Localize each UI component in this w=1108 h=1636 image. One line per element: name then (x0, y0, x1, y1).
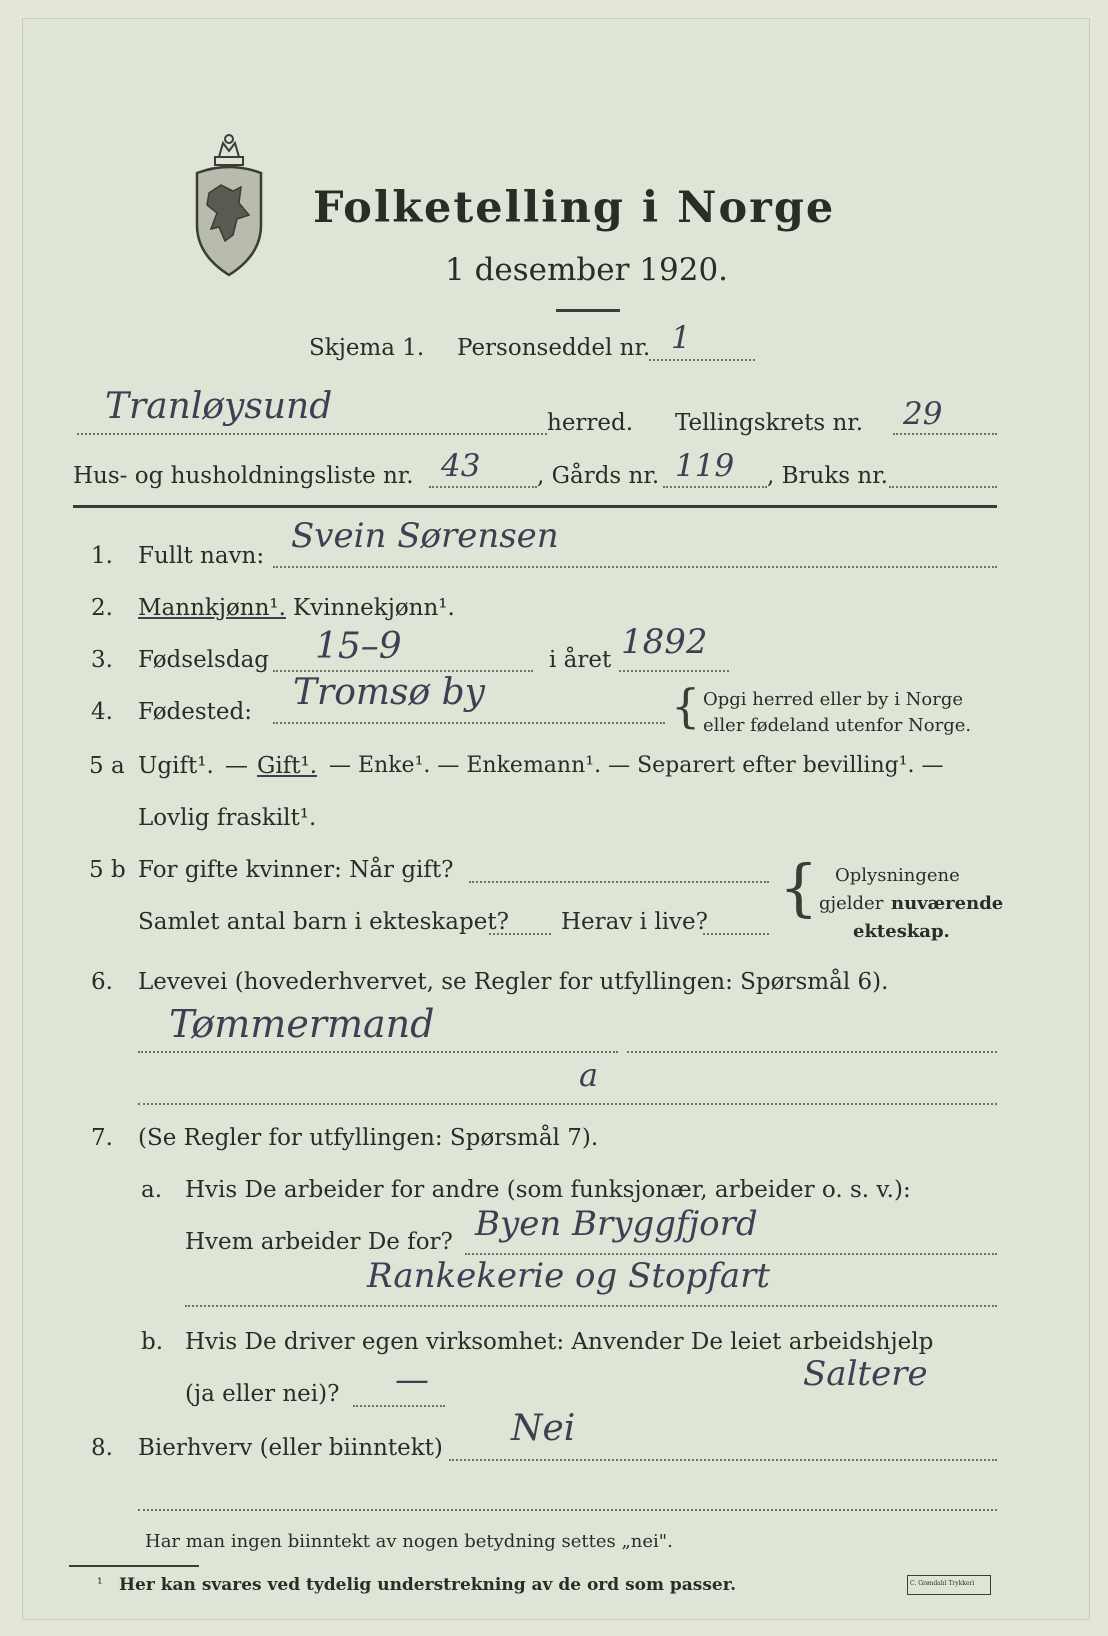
q5b-label-1: For gifte kvinner: Når gift? (138, 857, 454, 883)
printer-stamp (907, 1575, 991, 1595)
q7b-value-2: Saltere (803, 1354, 928, 1394)
q7b-line (353, 1405, 445, 1407)
q4-brace: { (671, 679, 701, 733)
q3-value: 15–9 (315, 626, 402, 667)
q5a-dash: — (225, 753, 248, 779)
q6-line-1b (627, 1051, 997, 1053)
coat-of-arms-icon (189, 129, 269, 279)
hus-label: Hus- og husholdningsliste nr. (73, 463, 414, 489)
q4-line (273, 722, 665, 724)
q7b-text: Hvis De driver egen virksomhet: Anvender De leiet arbeidshjelp (185, 1329, 934, 1355)
bruks-label: , Bruks nr. (767, 463, 888, 489)
census-form (22, 18, 1090, 1620)
q8-line-2 (138, 1509, 997, 1511)
bruks-line (889, 486, 997, 488)
q6-number: 6. (91, 969, 113, 995)
q5b-line-2 (489, 933, 551, 935)
nei-note: Har man ingen biinntekt av nogen betydning settes „nei". (145, 1531, 673, 1552)
footnote-number: ¹ (97, 1576, 103, 1592)
q7a-line-1 (465, 1253, 997, 1255)
q8-number: 8. (91, 1435, 113, 1461)
q6-value-2: a (579, 1056, 599, 1094)
q8-line-1 (449, 1459, 997, 1461)
q3-year-label: i året (549, 647, 612, 673)
herred-label: herred. (547, 410, 634, 436)
q5a-gift: Gift¹. (257, 753, 318, 779)
q5a-rest: — Enke¹. — Enkemann¹. — Separert efter bevilling¹. — (329, 753, 944, 778)
printer-stamp-text: C. Grøndahl Trykkeri (910, 1580, 975, 1587)
q2-number: 2. (91, 595, 113, 621)
q7a-value-2: Rankekerie og Stopfart (367, 1256, 771, 1296)
tellingskrets-value: 29 (903, 396, 943, 432)
q1-line (273, 566, 997, 568)
hus-line (429, 486, 537, 488)
tellingskrets-line (893, 433, 997, 435)
q6-line-2 (138, 1103, 997, 1105)
q7a-question: Hvem arbeider De for? (185, 1229, 453, 1255)
q4-number: 4. (91, 699, 113, 725)
footnote-rule (69, 1565, 199, 1567)
q1-number: 1. (91, 543, 113, 569)
q7-number: 7. (91, 1125, 113, 1151)
q7b-value: — (395, 1360, 429, 1400)
q7b-question: (ja eller nei)? (185, 1381, 340, 1407)
q5b-note-2b: nuværende (891, 893, 1004, 914)
q4-label: Fødested: (138, 699, 253, 725)
personseddel-line (649, 359, 755, 361)
q5b-note-2a: gjelder (819, 893, 884, 914)
q5a-fraskilt: Lovlig fraskilt¹. (138, 805, 317, 831)
header-rule (73, 505, 997, 508)
q7-label: (Se Regler for utfyllingen: Spørsmål 7). (138, 1125, 599, 1151)
q3-year-line (619, 670, 729, 672)
q5a-number: 5 a (89, 753, 125, 779)
title-divider (556, 309, 620, 312)
q7a-letter: a. (141, 1177, 163, 1203)
q5a-ugift: Ugift¹. (138, 753, 214, 779)
q6-value: Tømmermand (169, 1002, 435, 1046)
gaards-value: 119 (675, 448, 735, 484)
personseddel-label: Personseddel nr. (457, 335, 651, 361)
q7a-value-1: Byen Bryggfjord (475, 1204, 758, 1244)
herred-line (77, 433, 547, 435)
q7a-line-2 (185, 1305, 997, 1307)
q6-label: Levevei (hovederhvervet, se Regler for utfyllingen: Spørsmål 6). (138, 969, 889, 995)
q8-label: Bierhverv (eller biinntekt) (138, 1435, 443, 1461)
form-title: Folketelling i Norge (313, 183, 836, 233)
q4-value: Tromsø by (293, 672, 486, 713)
q6-line-1 (138, 1051, 618, 1053)
q7a-text: Hvis De arbeider for andre (som funksjonær, arbeider o. s. v.): (185, 1177, 911, 1203)
q1-label: Fullt navn: (138, 543, 265, 569)
personseddel-value: 1 (671, 320, 691, 356)
q7b-letter: b. (141, 1329, 164, 1355)
q3-number: 3. (91, 647, 113, 673)
q5b-brace: { (779, 851, 819, 924)
tellingskrets-label: Tellingskrets nr. (675, 410, 864, 436)
hus-value: 43 (441, 448, 481, 484)
q4-note-2: eller fødeland utenfor Norge. (703, 715, 972, 736)
gaards-line (663, 486, 767, 488)
schema-label: Skjema 1. (309, 335, 425, 361)
q2-kvinne: Kvinnekjønn¹. (293, 595, 455, 621)
q5b-line-1 (469, 881, 769, 883)
q5b-number: 5 b (89, 857, 126, 883)
q5b-line-3 (703, 933, 769, 935)
q8-value: Nei (511, 1408, 576, 1449)
q5b-note-3: ekteskap. (853, 921, 950, 942)
q3-label: Fødselsdag (138, 647, 270, 673)
herred-value: Tranløysund (105, 386, 333, 427)
census-date: 1 desember 1920. (445, 252, 729, 288)
footnote-text: Her kan svares ved tydelig understrekning av de ord som passer. (119, 1575, 737, 1595)
gaards-label: , Gårds nr. (537, 463, 660, 489)
q3-year-value: 1892 (621, 622, 708, 662)
q5b-label-2: Samlet antal barn i ekteskapet? (138, 909, 509, 935)
q4-note-1: Opgi herred eller by i Norge (703, 689, 964, 710)
q5b-label-3: Herav i live? (561, 909, 708, 935)
q2-mann: Mannkjønn¹. (138, 595, 286, 621)
q1-value: Svein Sørensen (291, 516, 559, 556)
q5b-note-1: Oplysningene (835, 865, 960, 886)
